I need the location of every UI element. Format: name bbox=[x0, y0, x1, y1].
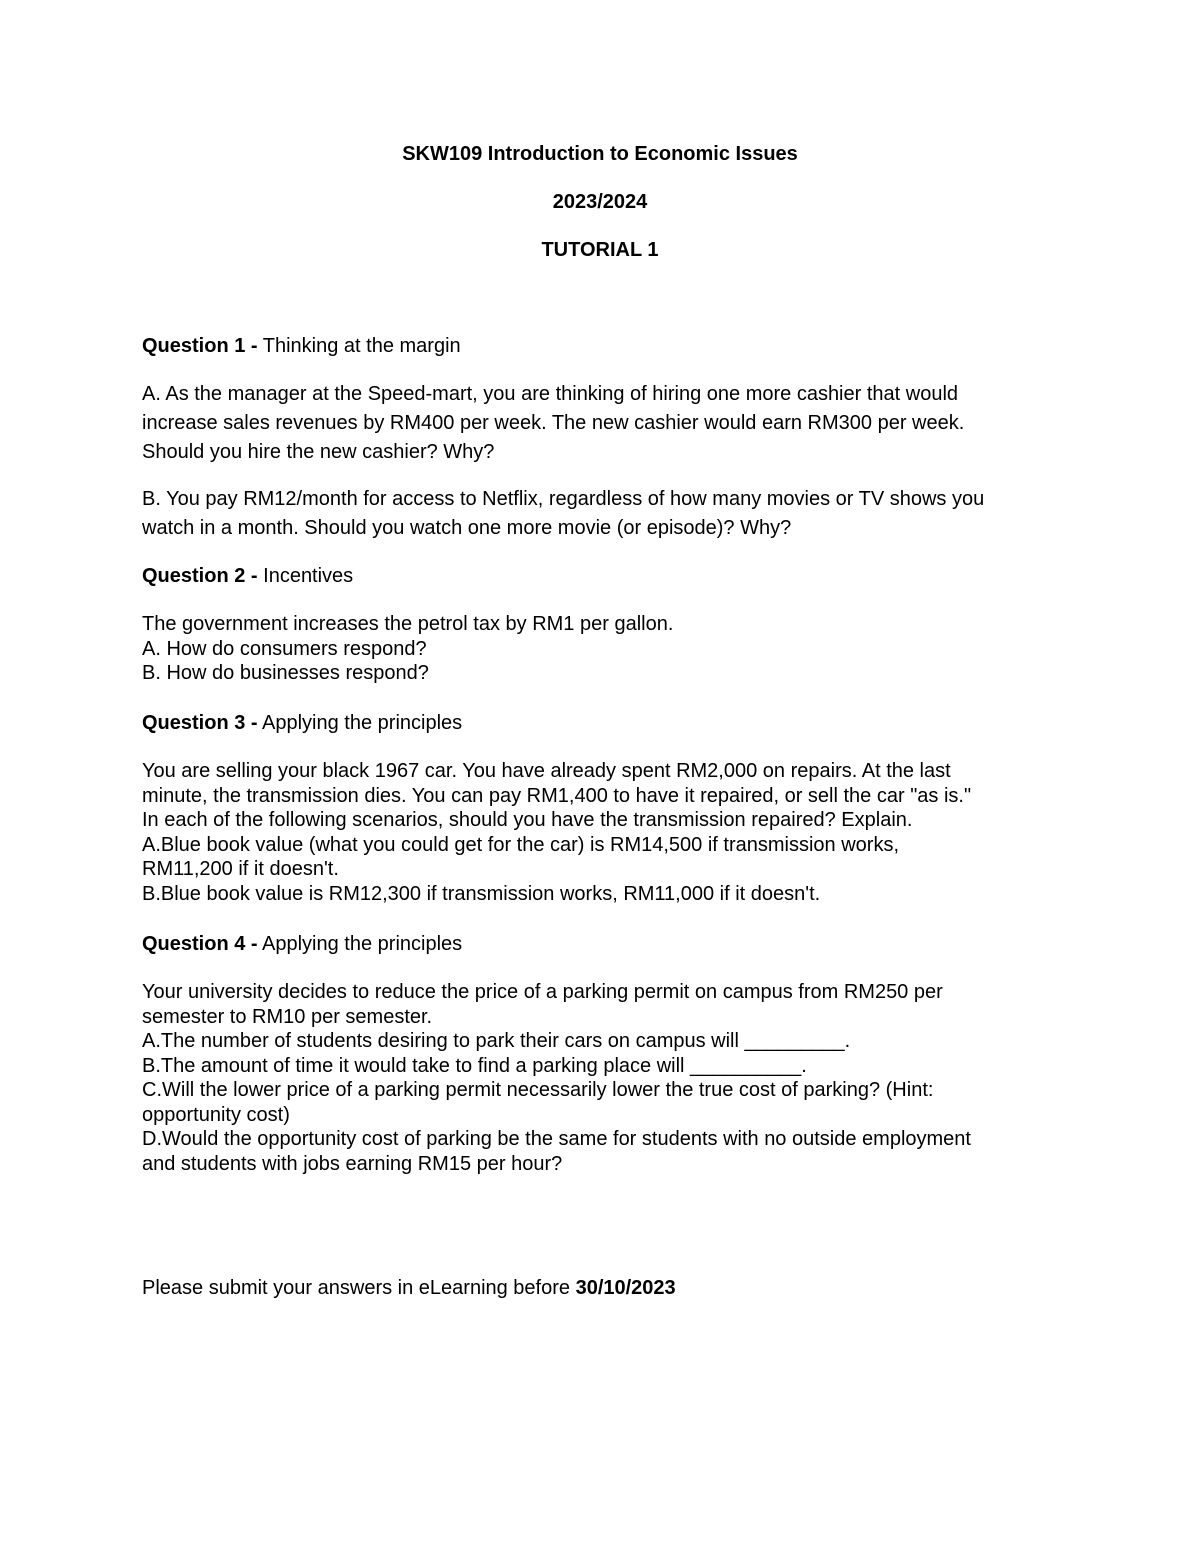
question-1-topic: Thinking at the margin bbox=[257, 335, 461, 357]
question-4-heading bbox=[142, 932, 1062, 956]
question-3-label: Question 3 - bbox=[142, 712, 258, 734]
session-year: 2023/2024 bbox=[552, 191, 648, 213]
question-4-line: A.The number of students desiring to park their cars on campus will _________. bbox=[142, 1030, 851, 1052]
question-1-part-b bbox=[142, 485, 1062, 543]
question-4-line: B.The amount of time it would take to find a parking place will __________. bbox=[142, 1054, 807, 1077]
question-4-body bbox=[142, 980, 1062, 1176]
submission-note bbox=[142, 1276, 1062, 1300]
submission-text: Please submit your answers in eLearning before bbox=[142, 1277, 576, 1299]
question-4-line: D.Would the opportunity cost of parking be the same for students with no outside employment bbox=[142, 1128, 971, 1150]
question-3-heading bbox=[142, 711, 1062, 735]
question-2-line: The government increases the petrol tax by RM1 per gallon. bbox=[142, 613, 674, 635]
tutorial-title: TUTORIAL 1 bbox=[541, 239, 659, 261]
question-4-line: Your university decides to reduce the price of a parking permit on campus from RM250 per bbox=[142, 981, 943, 1003]
question-3-body bbox=[142, 759, 1062, 906]
submission-deadline: 30/10/2023 bbox=[575, 1277, 676, 1299]
question-2-heading bbox=[142, 564, 1062, 588]
question-3-line: In each of the following scenarios, should you have the transmission repaired? Explain. bbox=[142, 809, 913, 831]
question-1-part-a bbox=[142, 380, 1062, 467]
question-4-line: opportunity cost) bbox=[142, 1103, 290, 1126]
question-1-part-a-line: Should you hire the new cashier? Why? bbox=[142, 441, 495, 463]
question-3-line: minute, the transmission dies. You can pay RM1,400 to have it repaired, or sell the car "as is." bbox=[142, 784, 972, 807]
question-3-topic: Applying the principles bbox=[257, 712, 463, 734]
question-2-line: A. How do consumers respond? bbox=[142, 637, 427, 660]
question-2-topic: Incentives bbox=[257, 565, 354, 587]
question-2-body bbox=[142, 612, 1062, 686]
question-4-topic: Applying the principles bbox=[257, 933, 463, 955]
question-1-part-a-line: A. As the manager at the Speed-mart, you are thinking of hiring one more cashier that would bbox=[142, 383, 959, 405]
question-3-line: B.Blue book value is RM12,300 if transmission works, RM11,000 if it doesn't. bbox=[142, 882, 821, 905]
question-2-line: B. How do businesses respond? bbox=[142, 662, 429, 684]
question-1-part-b-line: watch in a month. Should you watch one more movie (or episode)? Why? bbox=[142, 517, 792, 539]
question-4-line: semester to RM10 per semester. bbox=[142, 1005, 433, 1028]
question-1-label: Question 1 - bbox=[142, 335, 258, 357]
question-1-heading bbox=[142, 334, 1062, 358]
question-3-line: RM11,200 if it doesn't. bbox=[142, 858, 339, 880]
question-1-part-b-line: B. You pay RM12/month for access to Netflix, regardless of how many movies or TV shows you bbox=[142, 488, 985, 510]
question-1-part-a-line: increase sales revenues by RM400 per week. The new cashier would earn RM300 per week. bbox=[142, 412, 965, 434]
question-4-line: and students with jobs earning RM15 per hour? bbox=[142, 1152, 563, 1175]
question-3-line: You are selling your black 1967 car. You have already spent RM2,000 on repairs. At the last bbox=[142, 760, 951, 782]
question-3-line: A.Blue book value (what you could get for the car) is RM14,500 if transmission works, bbox=[142, 833, 900, 856]
question-4-line: C.Will the lower price of a parking permit necessarily lower the true cost of parking? (Hint: bbox=[142, 1079, 934, 1101]
question-2-label: Question 2 - bbox=[142, 565, 258, 587]
question-4-label: Question 4 - bbox=[142, 933, 258, 955]
course-title: SKW109 Introduction to Economic Issues bbox=[402, 143, 798, 165]
